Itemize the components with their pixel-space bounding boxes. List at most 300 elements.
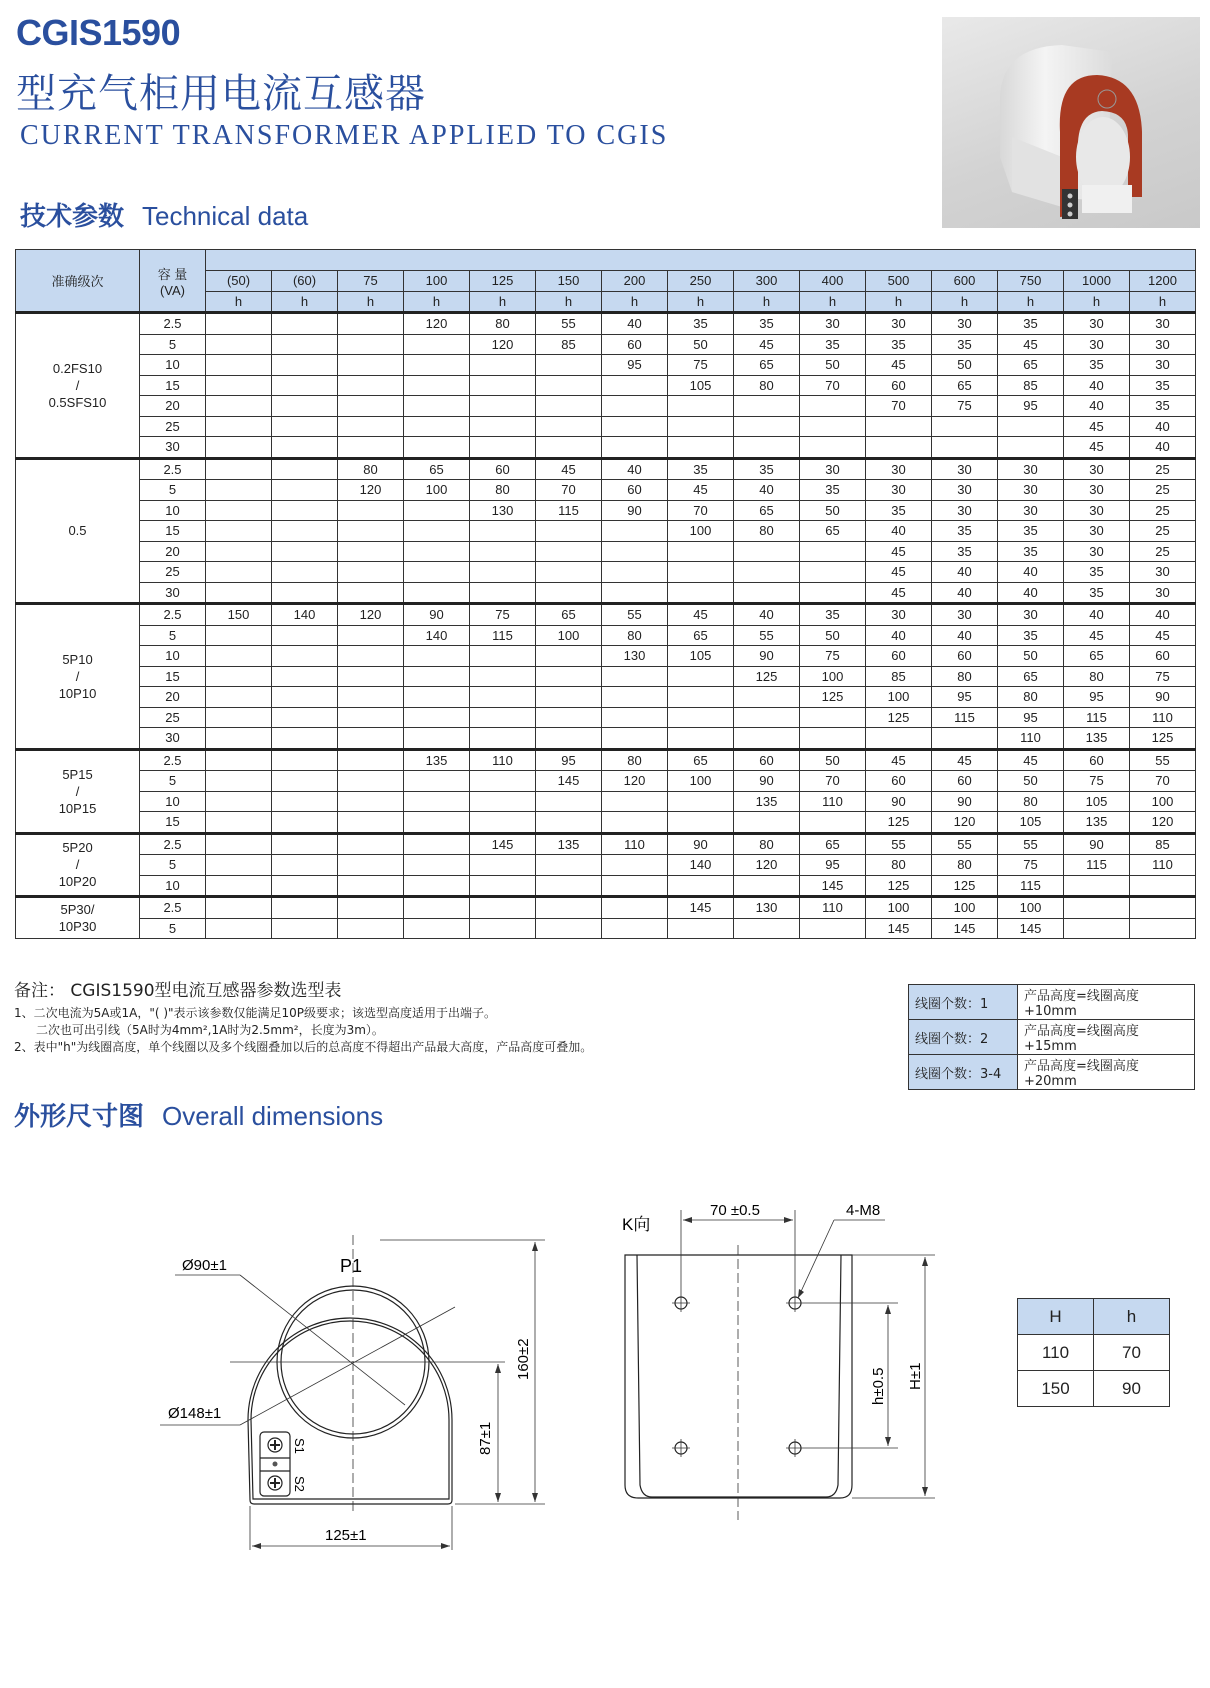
coil-height-cell (338, 749, 404, 771)
coil-height-cell: 75 (998, 855, 1064, 876)
coil-height-cell (470, 541, 536, 562)
coil-height-cell (338, 646, 404, 667)
coil-height-cell (800, 707, 866, 728)
coil-height-cell (668, 875, 734, 897)
accuracy-class-line: 5P20 (62, 840, 93, 856)
coil-height-cell (536, 897, 602, 919)
coil-height-cell: 35 (1130, 375, 1196, 396)
coil-height-cell: 40 (1064, 396, 1130, 417)
coil-height-cell: 35 (1064, 582, 1130, 604)
inner-diameter-label: Ø90±1 (182, 1257, 227, 1274)
coil-height-cell: 55 (998, 833, 1064, 855)
header-rating: 1200 (1130, 271, 1196, 292)
table-row (16, 918, 1196, 939)
coil-height-cell: 30 (1130, 355, 1196, 376)
coil-height-cell (338, 833, 404, 855)
note-line-1: 1、二次电流为5A或1A，"( )"表示该参数仅能满足10P级要求；该选型高度适用于出端子。 (14, 1006, 497, 1020)
coil-height-cell: 65 (998, 666, 1064, 687)
coil-height-cell: 25 (1130, 521, 1196, 542)
capacity-cell: 10 (140, 791, 206, 812)
capacity-cell: 5 (140, 771, 206, 792)
coil-height-cell (272, 582, 338, 604)
title-chinese: 型充气柜用电流互感器 (16, 71, 426, 117)
accuracy-class-line: 10P30 (58, 919, 97, 934)
coil-height-cell: 35 (668, 458, 734, 480)
coil-row (909, 1055, 1195, 1090)
coil-height-cell: 125 (932, 875, 998, 897)
coil-height-cell (800, 541, 866, 562)
coil-height-cell: 65 (932, 375, 998, 396)
notes-title: 备注： CGIS1590型电流互感器参数选型表 (14, 981, 342, 1001)
coil-height-cell: 30 (1064, 458, 1130, 480)
coil-height-cell: 30 (998, 480, 1064, 501)
coil-height-cell (602, 521, 668, 542)
table-row (16, 416, 1196, 437)
coil-height-cell (404, 355, 470, 376)
coil-height-cell (470, 707, 536, 728)
accuracy-class-cell (16, 604, 140, 750)
coil-height-cell: 95 (536, 749, 602, 771)
table-row (16, 604, 1196, 626)
coil-height-cell: 45 (866, 582, 932, 604)
coil-height-cell (272, 396, 338, 417)
coil-height-cell (338, 562, 404, 583)
coil-height-cell (602, 562, 668, 583)
coil-height-cell (668, 437, 734, 459)
accuracy-class-cell (16, 458, 140, 604)
coil-height-cell (404, 437, 470, 459)
table-row (16, 355, 1196, 376)
coil-height-cell: 80 (932, 666, 998, 687)
coil-height-cell (206, 625, 272, 646)
coil-height-cell (536, 728, 602, 750)
coil-height-cell (1064, 875, 1130, 897)
capacity-cell: 15 (140, 666, 206, 687)
coil-height-cell (338, 812, 404, 834)
coil-height-cell: 90 (932, 791, 998, 812)
coil-height-cell (272, 687, 338, 708)
coil-height-cell: 30 (866, 604, 932, 626)
coil-height-cell (338, 396, 404, 417)
coil-height-cell (404, 728, 470, 750)
header-unit-h: h (404, 291, 470, 313)
coil-height-cell: 45 (668, 480, 734, 501)
coil-height-cell (470, 897, 536, 919)
coil-height-cell: 100 (866, 897, 932, 919)
coil-height-cell: 30 (1064, 541, 1130, 562)
coil-height-cell (206, 855, 272, 876)
table-row (16, 771, 1196, 792)
capacity-cell: 5 (140, 918, 206, 939)
coil-height-cell: 80 (866, 855, 932, 876)
coil-height-cell: 45 (932, 749, 998, 771)
capacity-cell: 5 (140, 855, 206, 876)
coil-height-cell: 100 (932, 897, 998, 919)
header-rating: 300 (734, 271, 800, 292)
coil-height-cell: 40 (1064, 375, 1130, 396)
header-rating: (60) (272, 271, 338, 292)
coil-height-cell (404, 646, 470, 667)
coil-height-cell: 45 (866, 749, 932, 771)
title-english: CURRENT TRANSFORMER APPLIED TO CGIS (20, 120, 669, 151)
table-row (16, 812, 1196, 834)
coil-height-cell: 70 (800, 771, 866, 792)
section-title-cn: 技术参数 (20, 202, 125, 232)
header-rating: 500 (866, 271, 932, 292)
coil-height-cell: 80 (998, 791, 1064, 812)
coil-height-cell: 40 (602, 313, 668, 335)
coil-height-cell: 105 (1064, 791, 1130, 812)
coil-height-cell: 40 (1130, 437, 1196, 459)
coil-height-cell (206, 875, 272, 897)
arrow (922, 1487, 928, 1496)
coil-height-cell: 35 (998, 541, 1064, 562)
coil-height-cell (338, 334, 404, 355)
coil-height-cell: 80 (1064, 666, 1130, 687)
coil-height-cell: 120 (338, 480, 404, 501)
coil-height-cell (602, 416, 668, 437)
coil-height-cell: 80 (470, 480, 536, 501)
capacity-cell: 5 (140, 625, 206, 646)
coil-height-cell (470, 416, 536, 437)
coil-height-cell: 45 (866, 355, 932, 376)
coil-height-cell: 50 (932, 355, 998, 376)
coil-height-cell: 30 (1130, 582, 1196, 604)
coil-height-cell: 125 (1130, 728, 1196, 750)
coil-height-cell (272, 918, 338, 939)
coil-height-cell (536, 541, 602, 562)
coil-height-cell: 115 (536, 500, 602, 521)
table-row (16, 334, 1196, 355)
coil-height-cell: 45 (536, 458, 602, 480)
coil-height-cell (536, 437, 602, 459)
coil-height-cell: 100 (668, 771, 734, 792)
coil-height-cell (602, 375, 668, 396)
table-row (16, 687, 1196, 708)
coil-height-cell (800, 416, 866, 437)
coil-height-cell (206, 334, 272, 355)
coil-height-cell: 25 (1130, 458, 1196, 480)
header-unit-h: h (272, 291, 338, 313)
coil-height-cell: 110 (800, 897, 866, 919)
coil-height-cell (536, 666, 602, 687)
coil-height-cell: 125 (866, 812, 932, 834)
coil-height-cell (602, 918, 668, 939)
coil-height-cell: 150 (206, 604, 272, 626)
coil-height-cell (206, 833, 272, 855)
coil-height-cell (734, 582, 800, 604)
header-accuracy-class: 准确级次 (16, 250, 140, 313)
capacity-cell: 15 (140, 812, 206, 834)
coil-height-cell (272, 355, 338, 376)
coil-height-cell: 35 (998, 313, 1064, 335)
coil-height-cell (404, 771, 470, 792)
accuracy-class-line: 10P20 (58, 874, 97, 890)
coil-height-cell: 110 (470, 749, 536, 771)
coil-height-cell: 50 (800, 749, 866, 771)
arrow (885, 1305, 891, 1314)
p1-label: P1 (340, 1256, 363, 1276)
coil-height-cell: 65 (734, 500, 800, 521)
coil-height-cell: 40 (866, 625, 932, 646)
coil-height-cell: 90 (602, 500, 668, 521)
coil-height-cell (272, 480, 338, 501)
coil-height-cell: 90 (866, 791, 932, 812)
coil-height-cell: 80 (734, 833, 800, 855)
table-row (16, 500, 1196, 521)
coil-height-cell (998, 437, 1064, 459)
coil-height-cell (734, 875, 800, 897)
coil-height-cell (1130, 897, 1196, 919)
capacity-cell: 25 (140, 562, 206, 583)
coil-height-cell (272, 812, 338, 834)
coil-height-cell (536, 521, 602, 542)
coil-height-cell (206, 897, 272, 919)
coil-height-cell: 85 (536, 334, 602, 355)
coil-height-cell: 35 (1064, 562, 1130, 583)
coil-height-cell: 30 (998, 500, 1064, 521)
coil-height-cell: 100 (668, 521, 734, 542)
coil-height-cell: 75 (470, 604, 536, 626)
header-rating: 125 (470, 271, 536, 292)
coil-height-cell: 30 (800, 458, 866, 480)
capacity-cell: 5 (140, 334, 206, 355)
coil-height-cell (734, 562, 800, 583)
height-table-row (1018, 1371, 1170, 1407)
coil-height-cell (338, 728, 404, 750)
table-row (16, 437, 1196, 459)
coil-height-cell (470, 771, 536, 792)
table-row (16, 791, 1196, 812)
coil-height-cell: 25 (1130, 500, 1196, 521)
side-view-drawing (600, 1180, 960, 1520)
coil-height-cell (668, 791, 734, 812)
coil-height-cell (602, 396, 668, 417)
coil-height-cell: 120 (734, 855, 800, 876)
coil-height-cell: 125 (734, 666, 800, 687)
coil-height-cell (668, 582, 734, 604)
coil-height-cell (272, 771, 338, 792)
inner-body-outline (251, 1321, 449, 1499)
arrow (495, 1364, 501, 1373)
coil-height-cell (998, 416, 1064, 437)
coil-count-table (908, 984, 1195, 1090)
coil-height-cell: 70 (668, 500, 734, 521)
header-unit-h: h (1064, 291, 1130, 313)
note-line-1b: 二次也可出引线（5A时为4mm²,1A时为2.5mm²，长度为3m）。 (36, 1023, 384, 1037)
coil-height-cell: 80 (734, 375, 800, 396)
coil-height-cell (206, 437, 272, 459)
coil-height-cell (602, 687, 668, 708)
coil-height-cell (338, 897, 404, 919)
coil-height-cell: 50 (800, 500, 866, 521)
coil-height-cell: 40 (734, 604, 800, 626)
header-unit-h: h (668, 291, 734, 313)
coil-height-cell (206, 666, 272, 687)
coil-height-cell (272, 707, 338, 728)
coil-count-label: 线圈个数：2 (909, 1020, 1018, 1055)
table-row (16, 458, 1196, 480)
coil-height-cell (734, 416, 800, 437)
coil-height-cell: 115 (932, 707, 998, 728)
accuracy-class-line: 0.5SFS10 (48, 394, 107, 410)
capacity-cell: 30 (140, 728, 206, 750)
overall-height-label: H±1 (907, 1362, 924, 1390)
coil-height-cell: 145 (998, 918, 1064, 939)
coil-height-cell (404, 521, 470, 542)
coil-height-cell (668, 728, 734, 750)
table-row (16, 625, 1196, 646)
coil-height-cell: 60 (602, 334, 668, 355)
coil-height-cell: 90 (668, 833, 734, 855)
coil-height-cell: 100 (536, 625, 602, 646)
coil-height-cell: 135 (1064, 728, 1130, 750)
coil-height-cell: 35 (734, 458, 800, 480)
coil-height-cell (206, 812, 272, 834)
coil-height-cell (338, 355, 404, 376)
capacity-cell: 20 (140, 396, 206, 417)
coil-height-cell: 80 (932, 855, 998, 876)
coil-height-cell: 105 (668, 646, 734, 667)
header-unit-h: h (734, 291, 800, 313)
coil-height-cell: 70 (800, 375, 866, 396)
accuracy-class-cell (16, 833, 140, 897)
coil-height-cell: 95 (998, 707, 1064, 728)
coil-height-cell (800, 582, 866, 604)
section-title-cn: 外形尺寸图 (14, 1102, 145, 1132)
coil-height-cell: 45 (1064, 416, 1130, 437)
coil-height-cell: 115 (998, 875, 1064, 897)
header-unit-h: h (206, 291, 272, 313)
coil-height-cell: 110 (800, 791, 866, 812)
coil-height-cell: 65 (1064, 646, 1130, 667)
header-rating: (50) (206, 271, 272, 292)
arrow (922, 1257, 928, 1266)
coil-height-cell: 75 (932, 396, 998, 417)
header-rating: 200 (602, 271, 668, 292)
coil-height-cell: 45 (998, 749, 1064, 771)
coil-height-cell (536, 416, 602, 437)
accuracy-class-line: / (75, 783, 80, 799)
coil-height-cell: 30 (1064, 334, 1130, 355)
accuracy-class-line: 10P10 (58, 685, 97, 701)
header-ratio-span (206, 250, 1196, 271)
coil-height-cell (866, 437, 932, 459)
coil-height-cell: 100 (800, 666, 866, 687)
leader-4m8 (798, 1220, 834, 1298)
coil-height-cell (668, 812, 734, 834)
coil-height-cell: 65 (734, 355, 800, 376)
coil-height-cell (536, 812, 602, 834)
coil-height-cell: 65 (668, 625, 734, 646)
coil-height-cell (404, 812, 470, 834)
header-rating: 100 (404, 271, 470, 292)
coil-height-cell: 35 (998, 625, 1064, 646)
header-unit-h: h (1130, 291, 1196, 313)
coil-height-cell: 40 (602, 458, 668, 480)
coil-height-cell (734, 918, 800, 939)
coil-height-cell: 100 (404, 480, 470, 501)
coil-height-cell: 65 (998, 355, 1064, 376)
side-outer-outline (625, 1255, 852, 1498)
header-H: H (1018, 1299, 1094, 1335)
header-unit-h: h (602, 291, 668, 313)
arrow (252, 1543, 261, 1549)
coil-height-cell: 30 (1064, 313, 1130, 335)
coil-height-cell (932, 728, 998, 750)
coil-height-cell: 45 (1064, 625, 1130, 646)
coil-height-cell: 70 (1130, 771, 1196, 792)
coil-height-cell (404, 416, 470, 437)
header-unit-h: h (536, 291, 602, 313)
coil-height-cell (536, 562, 602, 583)
coil-height-cell: 90 (404, 604, 470, 626)
coil-height-cell: 30 (998, 604, 1064, 626)
coil-height-cell (536, 918, 602, 939)
coil-height-cell: 40 (998, 562, 1064, 583)
coil-height-cell: 60 (1064, 749, 1130, 771)
coil-height-cell: 45 (1064, 437, 1130, 459)
coil-height-cell (206, 562, 272, 583)
coil-height-cell: 120 (404, 313, 470, 335)
coil-height-cell: 135 (1064, 812, 1130, 834)
coil-height-cell: 30 (932, 604, 998, 626)
coil-height-cell: 80 (734, 521, 800, 542)
current-transformer-illustration (942, 17, 1200, 228)
coil-height-cell: 120 (932, 812, 998, 834)
coil-height-cell: 100 (998, 897, 1064, 919)
coil-height-cell (800, 918, 866, 939)
capacity-cell: 10 (140, 500, 206, 521)
coil-count-label: 线圈个数：1 (909, 985, 1018, 1020)
coil-height-cell (404, 396, 470, 417)
section-title-dimensions (14, 1096, 383, 1133)
coil-height-cell (272, 728, 338, 750)
coil-height-cell: 105 (998, 812, 1064, 834)
coil-height-cell (206, 707, 272, 728)
coil-height-cell (404, 707, 470, 728)
header-rating: 600 (932, 271, 998, 292)
coil-height-cell (734, 707, 800, 728)
coil-height-cell: 60 (932, 646, 998, 667)
coil-height-cell: 100 (866, 687, 932, 708)
coil-height-cell: 125 (866, 707, 932, 728)
header-unit-h: h (998, 291, 1064, 313)
coil-height-cell (404, 833, 470, 855)
coil-height-cell: 45 (866, 541, 932, 562)
coil-height-cell (800, 562, 866, 583)
table-row (16, 541, 1196, 562)
coil-height-cell: 30 (932, 313, 998, 335)
coil-height-label: h±0.5 (870, 1367, 887, 1405)
coil-height-cell: 60 (866, 771, 932, 792)
coil-height-cell: 50 (800, 625, 866, 646)
coil-height-cell: 135 (536, 833, 602, 855)
coil-height-cell (602, 855, 668, 876)
note-line-2: 2、表中"h"为线圈高度，单个线圈以及多个线圈叠加以后的总高度不得超出产品最大高度，产品高度可叠加。 (14, 1040, 593, 1054)
coil-height-cell (206, 687, 272, 708)
header-h: h (1094, 1299, 1170, 1335)
accuracy-class-line: 5P10 (62, 651, 93, 667)
coil-height-cell: 140 (272, 604, 338, 626)
coil-height-cell (602, 666, 668, 687)
coil-height-cell (602, 812, 668, 834)
coil-height-cell: 110 (602, 833, 668, 855)
coil-height-cell: 130 (602, 646, 668, 667)
coil-height-cell (932, 416, 998, 437)
coil-height-cell (536, 791, 602, 812)
coil-height-cell (206, 313, 272, 335)
